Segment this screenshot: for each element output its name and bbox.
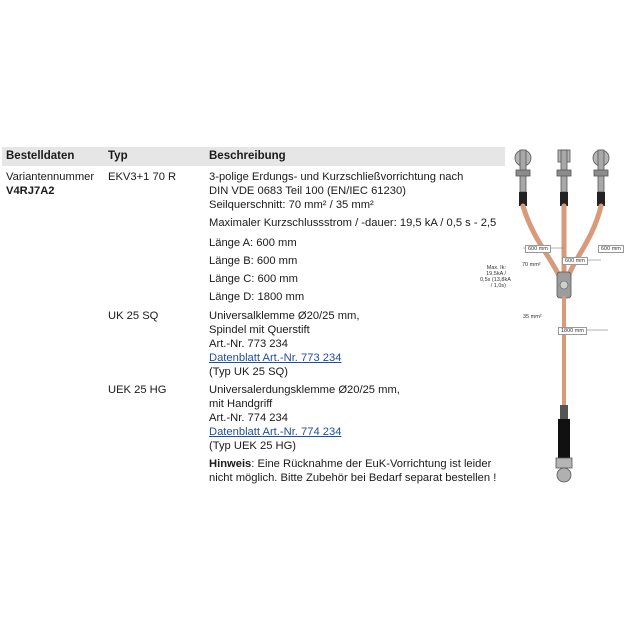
max-line: 19,5kA / xyxy=(486,271,506,277)
uk-typ: UK 25 SQ xyxy=(108,310,159,322)
clamp-bottom xyxy=(556,458,572,482)
cross-70-label: 70 mm² xyxy=(522,262,541,268)
hinweis-text-line2: nicht möglich. Bitte Zubehör bei Bedarf separat bestellen ! xyxy=(209,472,497,484)
uek-desc-line: Art.-Nr. 774 234 xyxy=(209,412,288,424)
length-d: Länge D: 1800 mm xyxy=(209,291,305,303)
main-desc-line: 3-polige Erdungs- und Kurzschließvorrichtung nach xyxy=(209,171,464,183)
uek-datasheet-link[interactable]: Datenblatt Art.-Nr. 774 234 xyxy=(209,426,342,438)
main-typ: EKV3+1 70 R xyxy=(108,171,177,183)
product-drawing xyxy=(478,140,625,485)
max-current: Maximaler Kurzschlussstrom / -dauer: 19,5 kA / 0,5 s - 2,5 xyxy=(209,217,497,229)
product-diagram xyxy=(478,140,625,485)
uk-datasheet-link[interactable]: Datenblatt Art.-Nr. 773 234 xyxy=(209,352,342,364)
header-bestelldaten: Bestelldaten xyxy=(6,150,75,162)
main-desc-line: DIN VDE 0683 Teil 100 (EN/IEC 61230) xyxy=(209,185,406,197)
uek-typ: UEK 25 HG xyxy=(108,384,167,396)
max-line: Max. Ik: xyxy=(486,265,506,271)
max-line: / 1,0s) xyxy=(490,283,506,289)
main-desc-line: Seilquerschnitt: 70 mm² / 35 mm² xyxy=(209,199,374,211)
clamp-right xyxy=(593,150,609,192)
length-b: Länge B: 600 mm xyxy=(209,255,298,267)
cross-35-label: 35 mm² xyxy=(523,314,542,320)
uk-note: (Typ UK 25 SQ) xyxy=(209,366,288,378)
header-typ: Typ xyxy=(108,150,128,162)
variant-label: Variantennummer xyxy=(6,171,95,183)
max-line: 0,5s (13,8kA xyxy=(480,277,511,283)
clamp-left xyxy=(515,150,531,192)
dim-b-label: 600 mm xyxy=(562,257,588,265)
max-current-annotation xyxy=(480,265,511,289)
dim-d-label: 1800 mm xyxy=(558,327,587,335)
length-a: Länge A: 600 mm xyxy=(209,237,297,249)
clamp-middle xyxy=(557,150,571,192)
uk-desc-line: Spindel mit Querstift xyxy=(209,324,310,336)
uek-desc-line: Universalerdungsklemme Ø20/25 mm, xyxy=(209,384,400,396)
uek-desc-line: mit Handgriff xyxy=(209,398,273,410)
hinweis-label: Hinweis xyxy=(209,458,252,470)
length-c: Länge C: 600 mm xyxy=(209,273,298,285)
variant-number: V4RJ7A2 xyxy=(6,185,55,197)
uk-desc-line: Universalklemme Ø20/25 mm, xyxy=(209,310,360,322)
handle xyxy=(558,419,570,459)
hinweis-text: : Eine Rücknahme der EuK-Vorrichtung ist leider xyxy=(251,458,492,470)
uk-desc-line: Art.-Nr. 773 234 xyxy=(209,338,288,350)
dim-c-label: 600 mm xyxy=(598,245,624,253)
hinweis-line xyxy=(209,457,491,471)
dim-a-label: 600 mm xyxy=(525,245,551,253)
header-beschreibung: Beschreibung xyxy=(209,150,286,162)
table-header-row xyxy=(2,147,505,166)
uek-note: (Typ UEK 25 HG) xyxy=(209,440,297,452)
